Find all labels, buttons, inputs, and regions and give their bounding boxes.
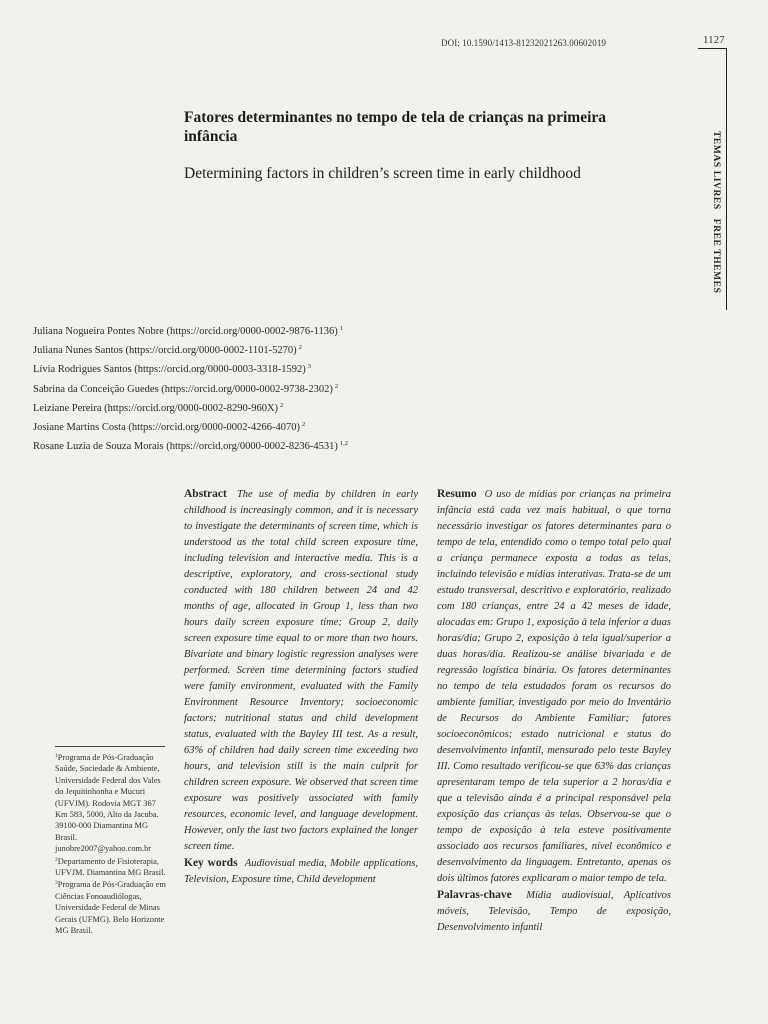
affiliation-text: Departamento de Fisioterapia, UFVJM. Diamantina MG Brasil. — [55, 856, 166, 878]
author-affil: 2 — [301, 421, 306, 429]
affiliation-rule — [55, 746, 165, 747]
affiliations — [55, 751, 170, 937]
section-tag-en: FREE THEMES — [711, 218, 721, 294]
affiliation-item — [55, 878, 170, 936]
author-affil: 2 — [298, 344, 302, 352]
author-name: Juliana Nogueira Pontes Nobre (https://orcid.org/0000-0002-9876-1136) — [33, 326, 338, 337]
author-row — [33, 379, 453, 398]
affiliation-number: 2 — [55, 856, 58, 863]
resumo-body — [437, 486, 671, 887]
section-tag — [705, 128, 721, 294]
author-affil: 3 — [307, 363, 312, 371]
author-name: Josiane Martins Costa (https://orcid.org/0000-0002-4266-4070) — [33, 422, 300, 434]
title-english: Determining factors in children’s screen time in early childhood — [184, 165, 581, 182]
abstract-column — [184, 486, 418, 888]
keywords-text: Audiovisual media, Mobile applications, Television, Exposure time, Child development — [184, 858, 419, 885]
author-name: Lívia Rodrigues Santos (https://orcid.org/0000-0003-3318-1592) — [33, 364, 306, 376]
author-affil: 2 — [280, 401, 284, 409]
abstract-text: The use of media by children in early childhood is increasingly common, and it is necessary to investigate the determinants of screen time, which is understood as the total child screen exposure time, including television and interactive media. This is a descriptive, exploratory, and cross-sectional study conducted with 180 children between 24 and 42 months of age, allocated in Group 1, less than two hours daily screen exposure time; Group 2, daily screen exposure time equal to or more than two hours. Bivariate and binary logistic regression analyses were performed. Screen time determining factors studied were family environment, evaluated with the Family Environment Resource Inventory; socioeconomic factors; nutritional status and child development status, evaluated with the Bayley III test. As a result, 63% of children had daily screen time exceeding two hours, and television still is the main culprit for children screen exposure. We observed that screen time exposure was positively associated with family resources, economic level, and language development. However, only the last two factors explained the longer screen time. — [184, 489, 418, 852]
palavras-chave-text: Mídia audiovisual, Aplicativos móveis, Televisão, Tempo de exposição, Desenvolvimento infantil — [437, 890, 671, 933]
author-name: Leiziane Pereira (https://orcid.org/0000-0002-8290-960X) — [33, 402, 279, 414]
author-row — [33, 321, 453, 340]
keywords-heading: Key words — [184, 857, 238, 869]
title-portuguese: Fatores determinantes no tempo de tela de crianças na primeira infância — [184, 109, 607, 145]
resumo-column — [437, 486, 671, 936]
resumo-keywords — [437, 887, 671, 936]
author-row — [33, 417, 453, 436]
abstract-heading: Abstract — [184, 488, 227, 500]
affiliation-number: 3 — [55, 880, 58, 887]
author-name: Sabrina da Conceição Guedes (https://orcid.org/0000-0002-9738-2302) — [33, 383, 333, 395]
resumo-text: O uso de mídias por crianças na primeira infância está cada vez mais habitual, o que torna necessário investigar os fatores determinantes para o tempo de tela, entendido como o tempo total pelo qual a criança permanece exposta a todas as telas, incluindo televisão e mídias interativas. Trata-se de um estudo transversal, descritivo e exploratório, realizado com 180 crianças, entre 24 a 42 meses de idade, alocadas em: Grupo 1, exposição à tela inferior a duas horas/dia; Grupo 2, exposição à tela igual/superior a duas horas/dia. Realizou-se análise bivariada e de regressão logística binária. Os fatores determinantes no tempo de tela estudados foram os recursos do ambiente familiar, investigado por meio do Inventário de Recursos do Ambiente Familiar; fatores socioeconômicos; estado nutricional e status do desenvolvimento infantil, mensurado pelo teste Bayley III. Como resultado verificou-se que 63% das crianças apresentaram tempo de tela superior a 2 horas/dia e que a televisão ainda é a principal responsável pela exposição das crianças às telas. Observou-se que o tempo de exposição à tela esteve positivamente associado aos recursos familiares, nível econômico e desenvolvimento da linguagem. Entretanto, apenas os dois últimos fatores explicaram o maior tempo de tela. — [437, 489, 671, 884]
author-row — [33, 340, 453, 359]
doi-label: DOI: 10.1590/1413-81232021263.00602019 — [441, 38, 607, 48]
author-name: Rosane Luzia de Souza Morais (https://orcid.org/0000-0002-8236-4531) — [33, 441, 338, 453]
author-row — [33, 436, 453, 455]
resumo-heading: Resumo — [437, 488, 477, 500]
side-rule — [726, 48, 727, 310]
affiliation-number: 1 — [55, 753, 58, 759]
author-row — [33, 359, 453, 378]
author-name: Juliana Nunes Santos (https://orcid.org/0000-0002-1101-5270) — [33, 345, 297, 357]
page-number: 1127 — [703, 34, 725, 46]
author-row — [33, 398, 453, 417]
section-tag-pt: TEMAS LIVRES — [711, 131, 721, 210]
author-affil: 2 — [334, 382, 339, 390]
author-affil: 1,2 — [339, 440, 348, 448]
palavras-chave-heading: Palavras-chave — [437, 889, 512, 901]
author-affil: 1 — [339, 325, 343, 332]
abstract-keywords — [184, 855, 418, 888]
author-list — [33, 321, 453, 455]
affiliation-text: Programa de Pós-Graduação Saúde, Sociedade & Ambiente, Universidade Federal dos Vales do Jequitinhonha e Mucuri (UFVJM). Rodovia MGT 367 Km 583, 5000, Alto da Jacuba. 39100-000 Diamantina MG Brasil. junobre2007@yahoo.com.br — [55, 753, 161, 854]
header-rule — [698, 48, 727, 49]
affiliation-item — [55, 855, 170, 879]
affiliation-item — [55, 751, 170, 855]
affiliation-text: Programa de Pós-Graduação em Ciências Fonoaudiólogas, Universidade Federal de Minas Gerais (UFMG). Belo Horizonte MG Brasil. — [55, 880, 166, 936]
abstract-body — [184, 486, 418, 855]
